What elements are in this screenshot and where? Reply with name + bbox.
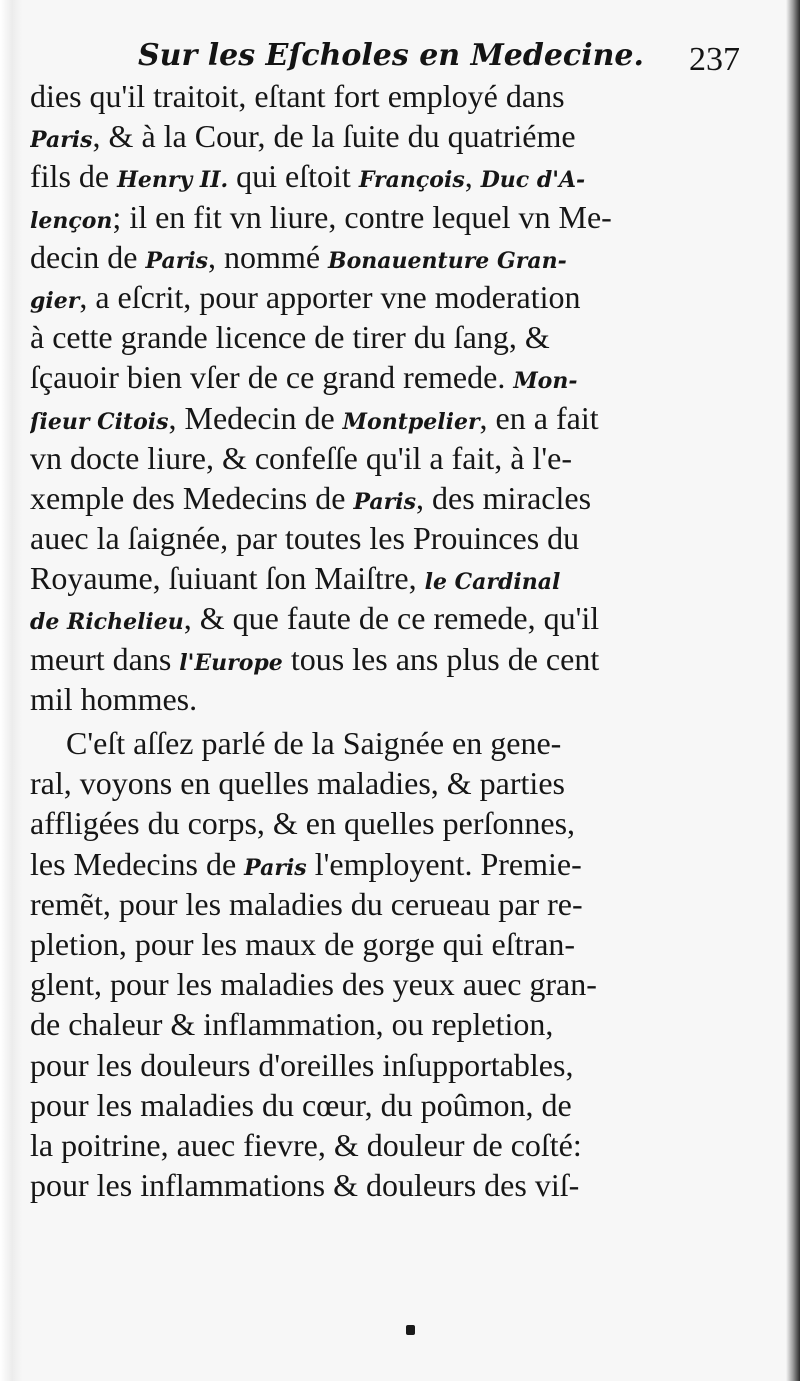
text-run: pour les maladies du cœur, du poûmon, de bbox=[30, 1086, 572, 1123]
text-run: affligées du corps, & en quelles perſonnes, bbox=[30, 805, 576, 842]
text-run: la poitrine, auec fievre, & douleur de coſté: bbox=[30, 1126, 582, 1163]
text-run: de chaleur & inflammation, ou repletion, bbox=[30, 1006, 554, 1043]
paragraph-start-line bbox=[30, 723, 735, 763]
text-line bbox=[30, 598, 735, 638]
italic-name: Paris bbox=[145, 247, 209, 274]
text-run: mil hommes. bbox=[30, 680, 198, 717]
italic-name: Montpelier bbox=[342, 408, 480, 435]
text-line bbox=[30, 398, 735, 438]
text-line bbox=[30, 478, 735, 518]
text-line bbox=[30, 76, 735, 116]
italic-name: lençon bbox=[30, 207, 113, 234]
text-run: , nommé bbox=[208, 238, 329, 275]
text-run: , & que faute de ce remede, qu'il bbox=[183, 600, 600, 637]
text-line bbox=[30, 679, 735, 719]
text-run: decin de bbox=[30, 238, 146, 275]
text-line bbox=[30, 803, 735, 843]
text-run: les Medecins de bbox=[30, 845, 245, 882]
text-line bbox=[30, 1004, 735, 1044]
text-run: glent, pour les maladies des yeux auec gran- bbox=[30, 966, 597, 1003]
italic-name: l'Europe bbox=[179, 649, 283, 676]
italic-name: François bbox=[358, 167, 465, 194]
text-line bbox=[30, 844, 735, 884]
text-line bbox=[30, 1045, 735, 1085]
text-run: ral, voyons en quelles maladies, & parties bbox=[30, 765, 565, 802]
text-line bbox=[30, 763, 735, 803]
text-run: , en a fait bbox=[479, 399, 599, 436]
page-header bbox=[30, 34, 742, 78]
text-run: , & à la Cour, de la ſuite du quatriéme bbox=[92, 118, 576, 155]
text-line bbox=[30, 277, 735, 317]
text-run: ; il en fit vn liure, contre lequel vn Me- bbox=[112, 198, 612, 235]
italic-name: gier bbox=[30, 287, 80, 314]
running-head: Sur les Eſcholes en Medecine. bbox=[138, 38, 644, 73]
italic-name: Bonauenture Gran- bbox=[328, 247, 567, 274]
italic-name: Paris bbox=[30, 127, 93, 154]
text-line bbox=[30, 357, 735, 397]
text-line bbox=[30, 317, 735, 357]
text-line bbox=[30, 639, 735, 679]
text-run: xemple des Medecins de bbox=[30, 479, 354, 516]
text-line bbox=[30, 924, 735, 964]
text-line bbox=[30, 237, 735, 277]
text-run: à cette grande licence de tirer du ſang, & bbox=[30, 319, 550, 356]
italic-name: Duc d'A- bbox=[480, 167, 586, 194]
printer-signature-mark bbox=[406, 1325, 415, 1335]
italic-name: de Richelieu bbox=[30, 609, 184, 636]
text-line bbox=[30, 1125, 735, 1165]
italic-name: Henry II. bbox=[117, 167, 229, 194]
text-run: auec la ſaignée, par toutes les Prouinces du bbox=[30, 520, 580, 557]
page-edge-shadow bbox=[786, 0, 800, 1381]
text-run: pletion, pour les maux de gorge qui eſtran- bbox=[30, 925, 576, 962]
text-run: , a eſcrit, pour apporter vne moderation bbox=[79, 278, 581, 315]
body-text bbox=[30, 76, 735, 1205]
text-run: dies qu'il traitoit, eſtant fort employé dans bbox=[30, 78, 565, 114]
text-line bbox=[30, 1165, 735, 1205]
page-number: 237 bbox=[689, 41, 740, 78]
text-run: meurt dans bbox=[30, 640, 180, 677]
text-line bbox=[30, 197, 735, 237]
text-run: l'employent. Premie- bbox=[306, 845, 582, 882]
text-run: pour les inflammations & douleurs des viſ- bbox=[30, 1167, 580, 1204]
text-line bbox=[30, 884, 735, 924]
text-run: remẽt, pour les maladies du cerueau par re- bbox=[30, 885, 583, 922]
text-run: pour les douleurs d'oreilles inſupportables, bbox=[30, 1046, 574, 1083]
text-run: , des miracles bbox=[416, 479, 592, 516]
text-line bbox=[30, 518, 735, 558]
italic-name: Paris bbox=[353, 488, 416, 515]
italic-name: Mon- bbox=[513, 368, 578, 395]
italic-name: le Cardinal bbox=[424, 569, 561, 596]
text-run: , Medecin de bbox=[168, 399, 343, 436]
text-run: fils de bbox=[30, 158, 118, 195]
italic-name: ſieur Citois bbox=[30, 408, 169, 435]
text-line bbox=[30, 558, 735, 598]
page-gutter-shadow bbox=[0, 0, 22, 1381]
text-run: tous les ans plus de cent bbox=[282, 640, 600, 677]
text-run: , bbox=[464, 158, 481, 195]
text-run: Royaume, ſuiuant ſon Maiſtre, bbox=[30, 560, 425, 597]
text-run: vn docte liure, & confeſſe qu'il a fait, à l'e- bbox=[30, 439, 572, 476]
italic-name: Paris bbox=[244, 854, 307, 881]
text-line bbox=[30, 1085, 735, 1125]
text-line bbox=[30, 116, 735, 156]
text-run: qui eſtoit bbox=[228, 158, 359, 195]
text-run: ſçauoir bien vſer de ce grand remede. bbox=[30, 359, 514, 396]
text-line bbox=[30, 964, 735, 1004]
text-line bbox=[30, 156, 735, 196]
text-run: C'eſt aſſez parlé de la Saignée en gene- bbox=[66, 725, 562, 761]
text-line bbox=[30, 438, 735, 478]
